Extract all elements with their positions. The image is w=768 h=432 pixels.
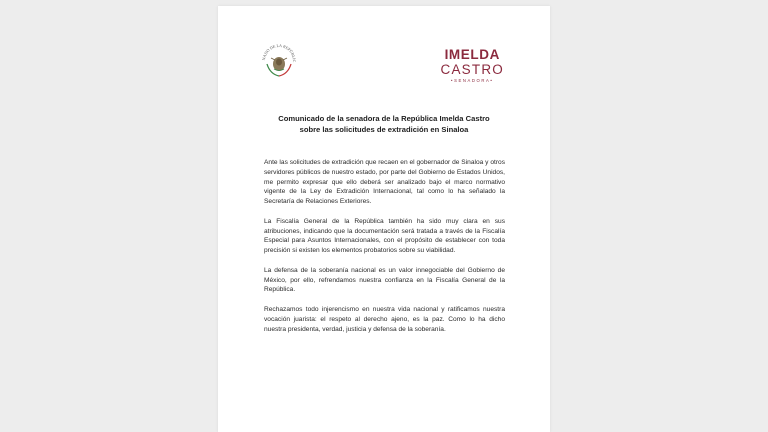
body-paragraph-2: La Fiscalía General de la República también ha sido muy clara en sus atribuciones, indicando que la documentación será tratada a través de la Fiscalía Especial para Asuntos Internacionales, con el propósito de establecer con toda precisión si existen los elementos probatorios sobre su viabilidad.: [264, 217, 505, 255]
svg-text:SENADO DE LA REPÚBLICA: NADO DE LA REPÚBLIC: [260, 42, 298, 63]
senate-seal-icon: [258, 40, 300, 82]
body-paragraph-1: Ante las solicitudes de extradición que recaen en el gobernador de Sinaloa y otros servidores públicos de nuestro estado, por parte del Gobierno de Estados Unidos, me permito expresar que ello deberá ser analizado bajo el marco normativo vigente de la Ley de Extradición Internacional, tal como lo ha señalado la Secretaría de Relaciones Exteriores.: [264, 159, 505, 206]
brand-first-name: IMELDA: [444, 47, 500, 62]
body-paragraph-4: Rechazamos todo injerencismo en nuestra vida nacional y ratificamos nuestra vocación juarista: el respeto al derecho ajeno, es la paz. Como lo ha dicho nuestra presidenta, verdad, justicia y defensa de la soberanía.: [264, 305, 505, 333]
brand-last-name: CASTRO: [440, 61, 504, 77]
document-page: [218, 6, 550, 432]
senator-brand-logo: [441, 48, 504, 83]
title-line-2: sobre las solicitudes de extradición en Sinaloa: [299, 124, 469, 134]
brand-role: •SENADORA•: [451, 78, 494, 83]
body-paragraph-3: La defensa de la soberanía nacional es un valor innegociable del Gobierno de México, por ello, refrendamos nuestra confianza en la Fiscalía General de la República.: [264, 266, 505, 294]
title-line-1: Comunicado de la senadora de la República Imelda Castro: [278, 114, 490, 123]
document-body: [264, 158, 505, 344]
document-title: [218, 114, 550, 135]
